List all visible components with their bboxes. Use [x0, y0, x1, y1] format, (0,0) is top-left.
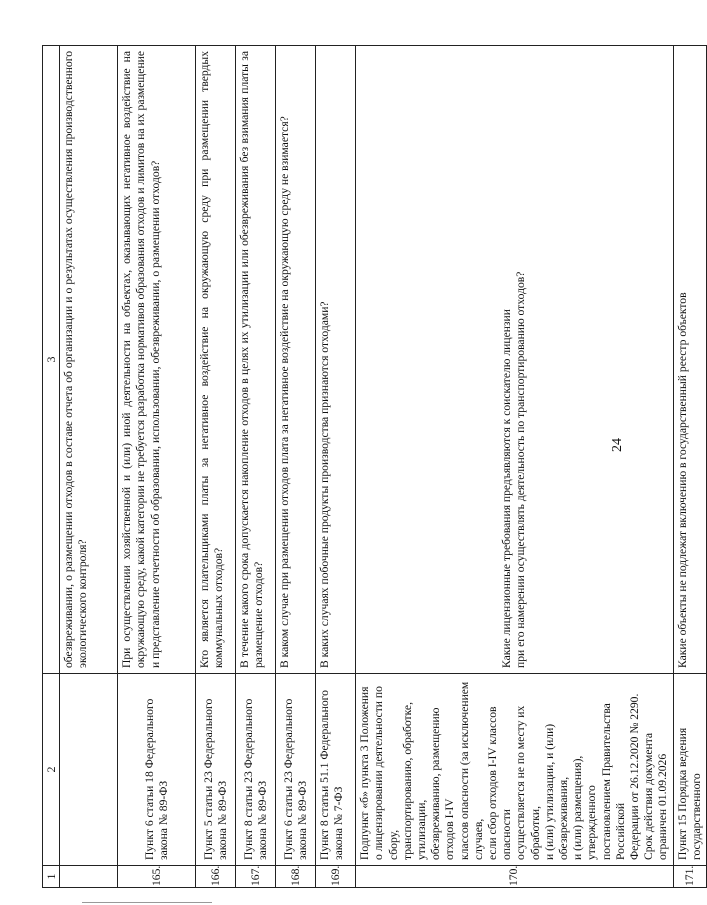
reference-line: классов опасности (за исключением случаев,	[457, 681, 485, 860]
row-number	[60, 866, 118, 888]
legal-reference: Пункт 5 статьи 23 Федерального закона № 89-ФЗ	[196, 674, 236, 866]
legal-reference: Пункт 8 статьи 23 Федерального закона № 89-ФЗ	[236, 674, 276, 866]
header-col-3: 3	[43, 46, 60, 674]
legal-reference: Пункт 15 Порядка ведения государственного	[673, 674, 706, 866]
footer-rule	[82, 902, 212, 903]
row-number: 169.	[316, 866, 356, 888]
table-row	[118, 46, 196, 888]
legal-reference	[356, 674, 673, 866]
page-number: 24	[610, 438, 625, 452]
reference-line: Срок действия документа ограничен 01.09.2026	[642, 732, 670, 860]
header-col-1: 1	[43, 866, 60, 888]
row-number: 168.	[276, 866, 316, 888]
table-row	[356, 46, 673, 888]
row-number: 167.	[236, 866, 276, 888]
reference-line: Федерации от 26.12.2020 № 2290.	[628, 693, 642, 860]
table-row	[316, 46, 356, 888]
reference-line: осуществляется не по месту их обработки,	[514, 705, 542, 860]
questions-table	[42, 45, 707, 888]
question-text: В течение какого срока допускается накопление отходов в целях их утилизации или обезвреживания без взимания платы за размещение отходов?	[236, 46, 276, 674]
question-text: Какие объекты не подлежат включению в государственный реестр объектов	[673, 46, 706, 674]
row-number: 165.	[118, 866, 196, 888]
table-row	[276, 46, 316, 888]
legal-reference: Пункт 6 статьи 18 Федерального закона № 89-ФЗ	[118, 674, 196, 866]
reference-line: постановлением Правительства Российской	[599, 703, 627, 860]
legal-reference	[60, 674, 118, 866]
header-col-2: 2	[43, 674, 60, 866]
header-row	[43, 46, 60, 888]
question-text: обезвреживании, о размещении отходов в составе отчета об организации и о результатах осуществления производственного экологического контроля?	[60, 46, 118, 674]
question-text	[356, 46, 673, 674]
table-row	[673, 46, 706, 888]
reference-line: и (или) утилизации, и (или) обезвреживания,	[542, 723, 571, 860]
reference-line: если сбор отходов I-IV классов опасности	[486, 706, 514, 860]
table-row	[236, 46, 276, 888]
row-number: 171.	[673, 866, 706, 888]
question-line: при его намерении осуществлять деятельность по транспортированию отходов?	[514, 271, 528, 668]
reference-line: транспортированию, обработке, утилизации,	[400, 702, 429, 860]
reference-line: обезвреживанию, размещению отходов I-IV	[429, 707, 457, 860]
question-line: Какие лицензионные требования предъявляются к соискателю лицензии	[500, 309, 514, 668]
reference-line: Подпункт «б» пункта 3 Положения	[358, 686, 372, 860]
row-number: 166.	[196, 866, 236, 888]
question-text: В каких случаях побочные продукты производства признаются отходами?	[316, 46, 356, 674]
question-text: Кто является плательщиками платы за негативное воздействие на окружающую среду при размещении твердых коммунальных отходов?	[196, 46, 236, 674]
row-number: 170.	[356, 866, 673, 888]
reference-line: и (или) размещения), утвержденного	[571, 755, 599, 860]
question-text: В каком случае при размещении отходов плата за негативное воздействие на окружающую среду не взимается?	[276, 46, 316, 674]
legal-reference: Пункт 6 статьи 23 Федерального закона № 89-ФЗ	[276, 674, 316, 866]
table-row	[196, 46, 236, 888]
reference-line: о лицензировании деятельности по сбору,	[372, 686, 400, 860]
question-text: При осуществлении хозяйственной и (или) иной деятельности на объектах, оказывающих негативное воздействие на окружающую среду, какой категории не требуется разработка нормативов образования отходов и лимитов на их размещение и представление отчетности об образовании, использовании, обезвреживании, о размещении отходов?	[118, 46, 196, 674]
table-row	[60, 46, 118, 888]
legal-reference: Пункт 8 статьи 51.1 Федерального закона № 7-ФЗ	[316, 674, 356, 866]
